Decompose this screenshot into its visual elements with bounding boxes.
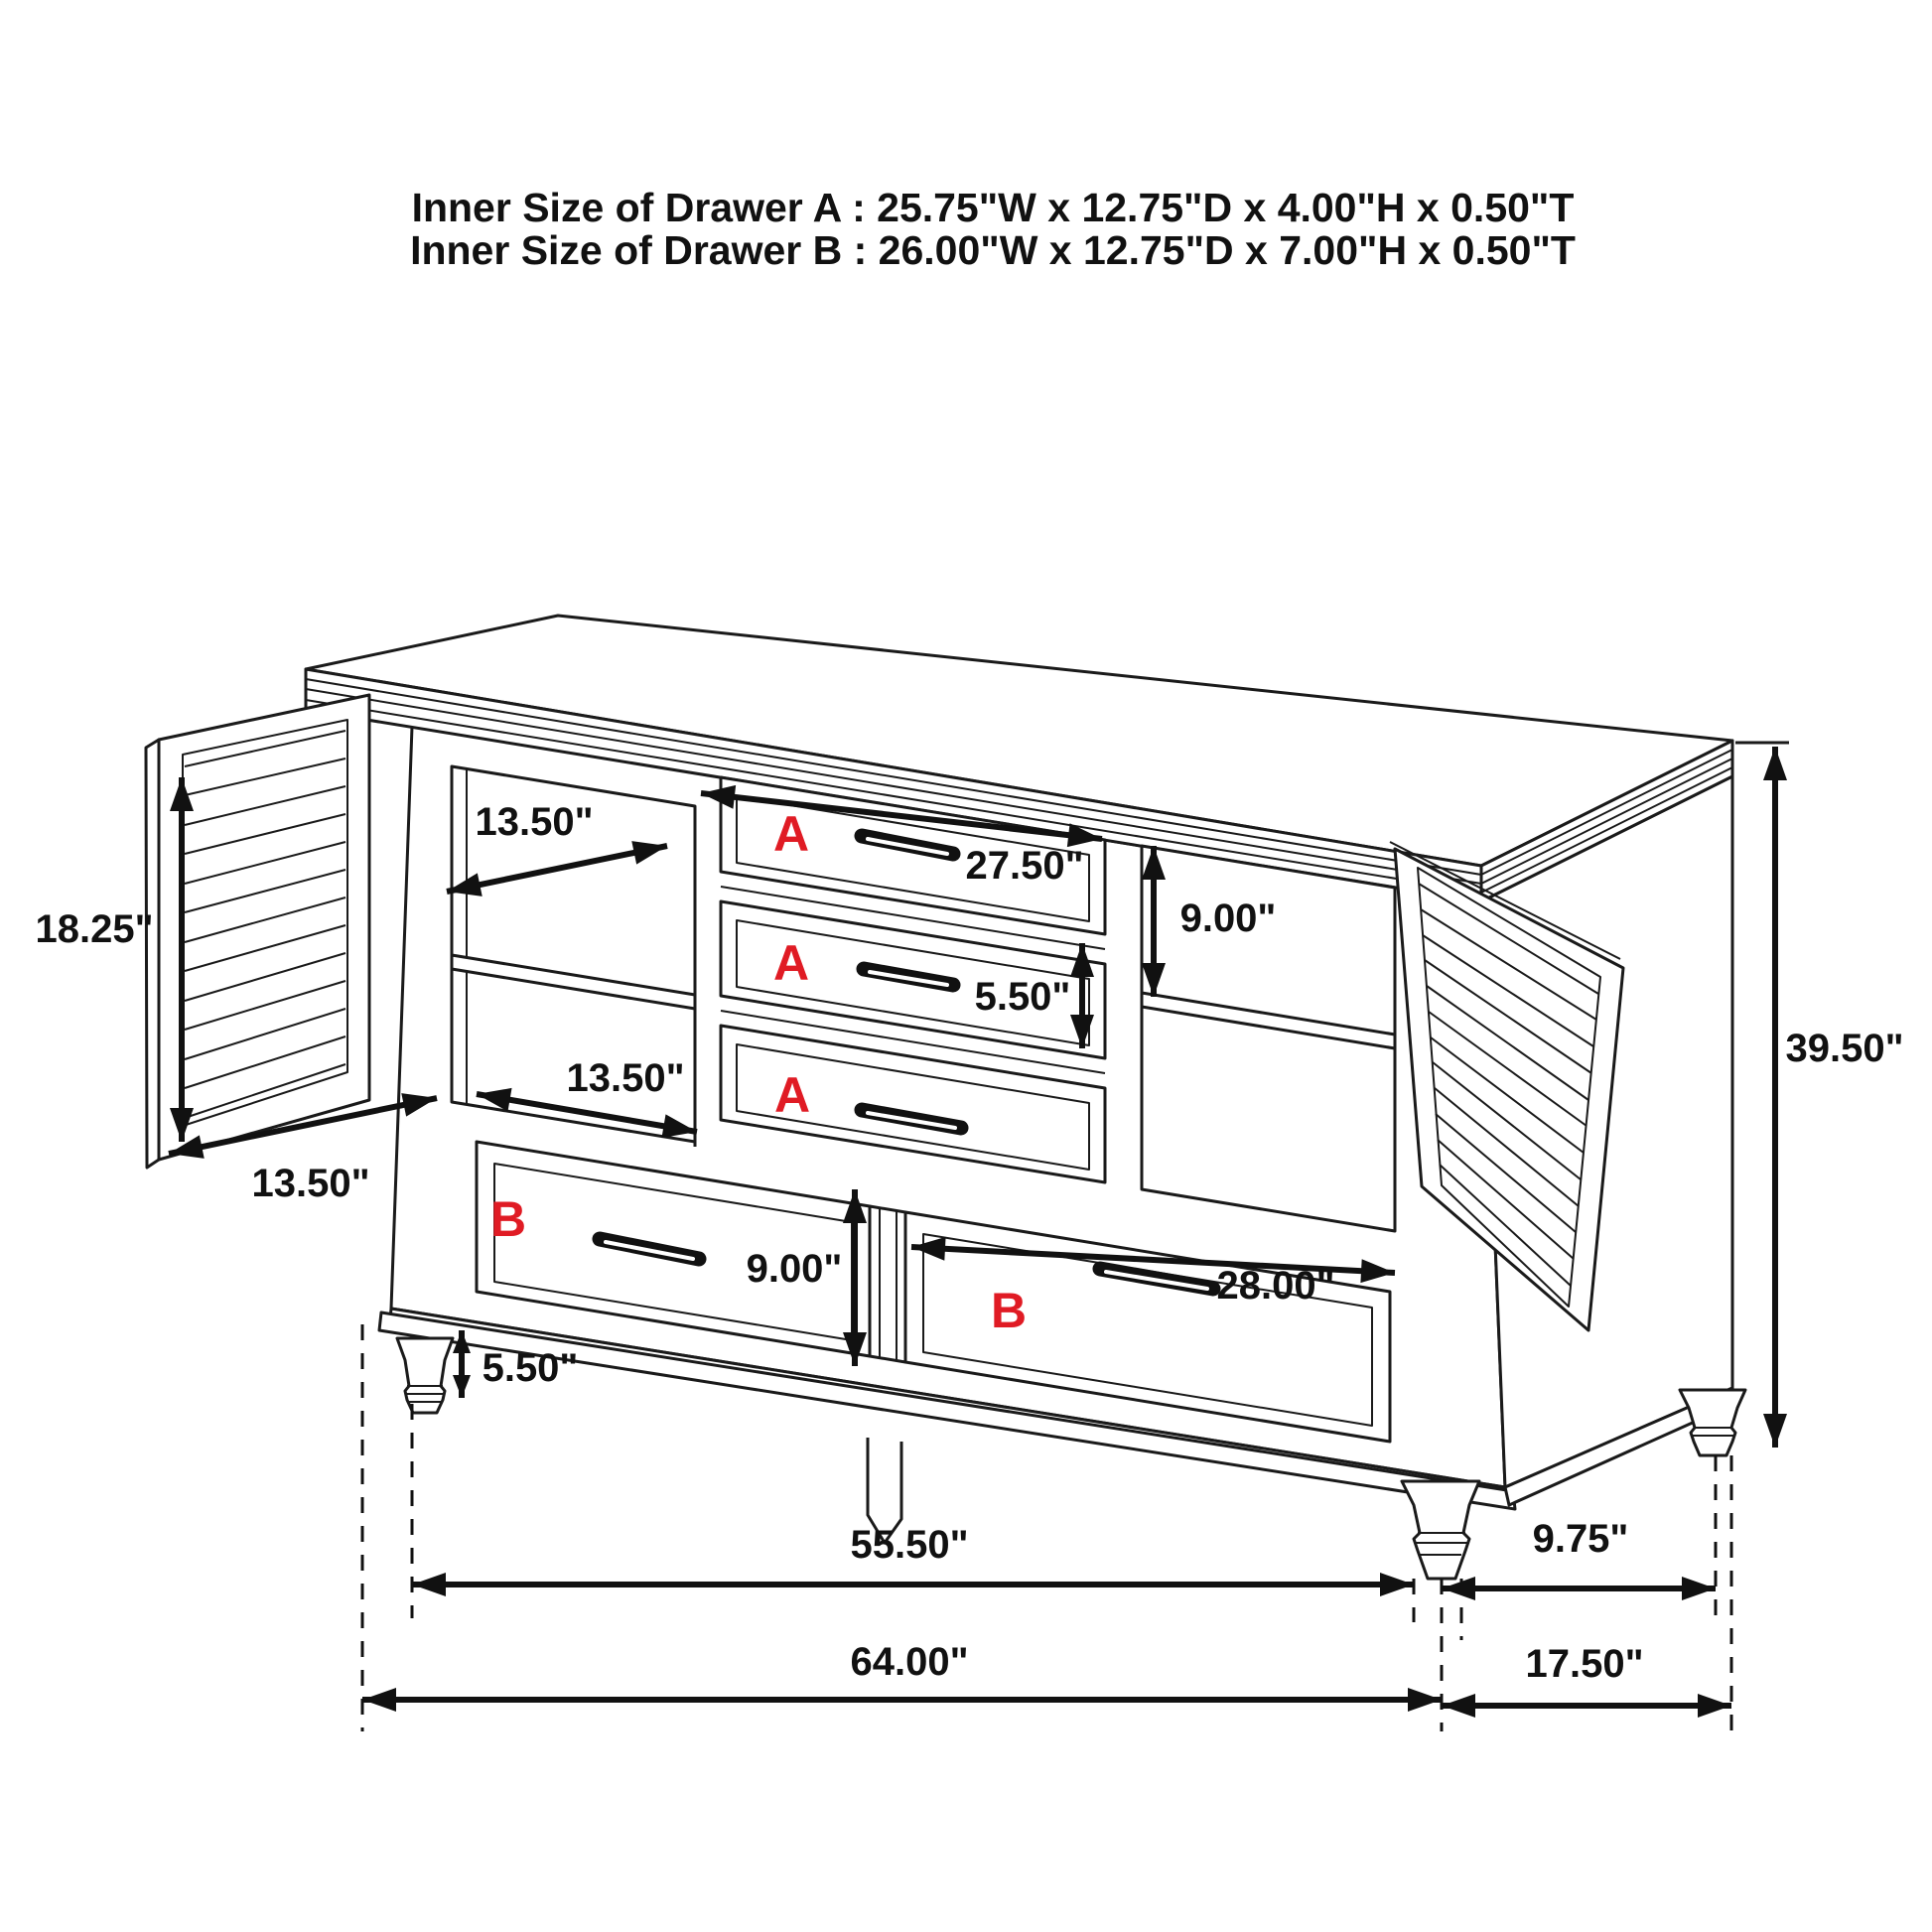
dim-right-opening-height-label: 9.00": [1179, 897, 1277, 940]
title-line-2: Inner Size of Drawer B : 26.00"W x 12.75"D x 7.00"H x 0.50"T: [410, 227, 1576, 273]
dim-door-width-label: 13.50": [251, 1162, 370, 1205]
label-drawer-b-right: B: [990, 1283, 1028, 1338]
front-left-leg: [397, 1338, 453, 1413]
dim-side-leg-span: [1442, 1517, 1716, 1588]
dim-front-leg-span-label: 55.50": [850, 1523, 969, 1567]
dim-overall-depth-label: 17.50": [1525, 1642, 1644, 1686]
label-drawer-a3: A: [773, 1067, 811, 1123]
title-line-1: Inner Size of Drawer A : 25.75"W x 12.75"D x 4.00"H x 0.50"T: [411, 185, 1575, 230]
label-drawer-a2: A: [772, 935, 810, 991]
dim-front-leg-span: [412, 1523, 1414, 1585]
dim-drawer-a-width-label: 27.50": [965, 844, 1084, 888]
drawer-divider: [870, 1206, 905, 1362]
drawer-stack-a: [695, 777, 1142, 1187]
dim-drawer-a-height-label: 5.50": [974, 975, 1071, 1019]
dim-overall-height-label: 39.50": [1785, 1027, 1904, 1070]
dim-overall-width-label: 64.00": [850, 1640, 969, 1684]
dim-leg-height-label: 5.50": [482, 1346, 579, 1390]
dim-overall-depth: [1442, 1642, 1731, 1706]
dim-overall-height: [1775, 747, 1904, 1448]
dim-side-leg-span-label: 9.75": [1532, 1517, 1629, 1561]
dim-left-shelf-width-label: 13.50": [475, 800, 594, 844]
front-right-leg: [1402, 1481, 1479, 1579]
dim-left-floor-width-label: 13.50": [566, 1056, 685, 1100]
dim-overall-width: [362, 1640, 1442, 1700]
dim-drawer-b-width-label: 28.00": [1216, 1264, 1335, 1308]
dim-door-height-label: 18.25": [35, 907, 154, 951]
dim-drawer-b-height-label: 9.00": [746, 1247, 843, 1291]
label-drawer-b-left: B: [489, 1191, 527, 1247]
label-drawer-a1: A: [772, 806, 810, 862]
